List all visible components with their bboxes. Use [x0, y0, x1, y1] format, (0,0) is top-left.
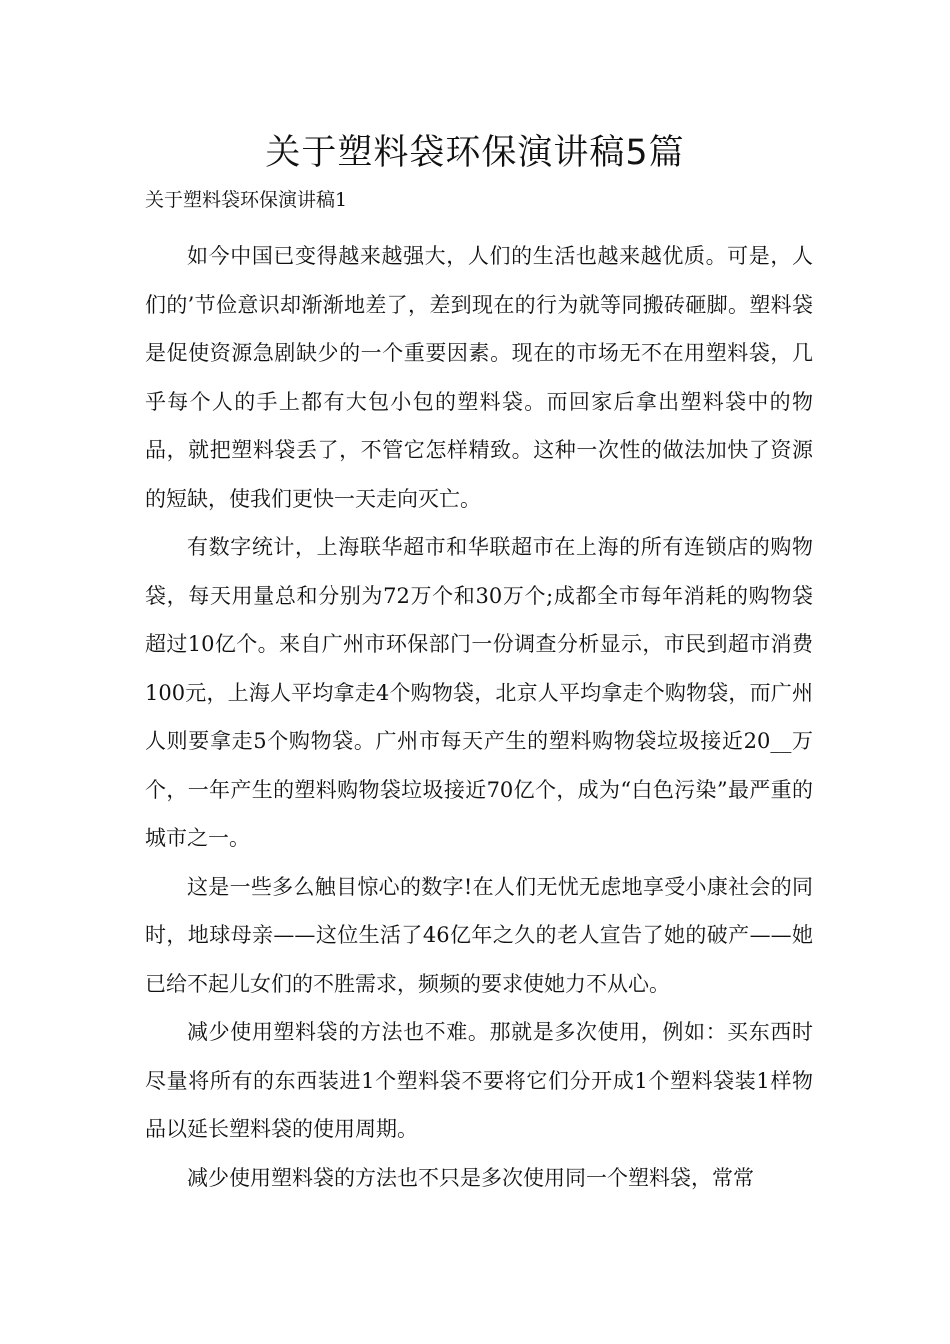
paragraph: 减少使用塑料袋的方法也不难。那就是多次使用，例如：买东西时尽量将所有的东西装进1个塑料袋不要将它们分开成1个塑料袋装1样物品以延长塑料袋的使用周期。 — [145, 1020, 813, 1141]
paragraph: 有数字统计，上海联华超市和华联超市在上海的所有连锁店的购物袋，每天用量总和分别为72万个和30万个;成都全市每年消耗的购物袋超过10亿个。来自广州市环保部门一份调查分析显示，市民到超市消费100元，上海人平均拿走4个购物袋，北京人平均拿走个购物袋，而广州人则要拿走5个购物袋。广州市每天产生的塑料购物袋垃圾接近20__万个，一年产生的塑料购物袋垃圾接近70亿个，成为“白色污染”最严重的城市之一。 — [145, 535, 813, 850]
document-body — [145, 232, 813, 1202]
paragraph: 如今中国已变得越来越强大，人们的生活也越来越优质。可是，人们的’节俭意识却渐渐地差了，差到现在的行为就等同搬砖砸脚。塑料袋是促使资源急剧缺少的一个重要因素。现在的市场无不在用塑料袋，几乎每个人的手上都有大包小包的塑料袋。而回家后拿出塑料袋中的物品，就把塑料袋丢了，不管它怎样精致。这种一次性的做法加快了资源的短缺，使我们更快一天走向灭亡。 — [145, 244, 813, 511]
paragraph: 这是一些多么触目惊心的数字!在人们无忧无虑地享受小康社会的同时，地球母亲——这位生活了46亿年之久的老人宣告了她的破产——她已给不起儿女们的不胜需求，频频的要求使她力不从心。 — [145, 874, 813, 996]
paragraph: 减少使用塑料袋的方法也不只是多次使用同一个塑料袋，常常 — [187, 1165, 754, 1190]
document-subtitle: 关于塑料袋环保演讲稿1 — [145, 189, 348, 211]
document-title: 关于塑料袋环保演讲稿5篇 — [265, 133, 685, 173]
